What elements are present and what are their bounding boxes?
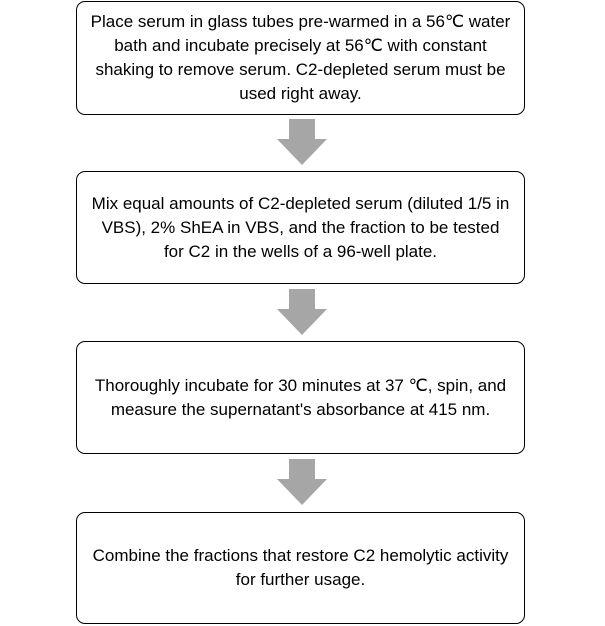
flow-step-3 <box>76 341 525 454</box>
down-arrow-icon <box>277 459 327 505</box>
flow-step-4 <box>76 512 525 624</box>
flow-step-4-text: Combine the fractions that restore C2 hemolytic activity for further usage. <box>92 546 509 589</box>
flow-step-3-text: Thoroughly incubate for 30 minutes at 37 ℃, spin, and measure the supernatant's absorbance at 415 nm. <box>94 375 507 419</box>
down-arrow-icon <box>277 289 327 335</box>
flow-step-2 <box>76 171 525 284</box>
flow-step-1 <box>76 1 525 115</box>
flow-step-1-text: Place serum in glass tubes pre-warmed in a 56℃ water bath and incubate precisely at 56℃ with constant shaking to remove serum. C2-depleted serum must be used right away. <box>90 12 511 103</box>
flow-step-2-text: Mix equal amounts of C2-depleted serum (diluted 1/5 in VBS), 2% ShEA in VBS, and the fraction to be tested for C2 in the wells of a 96-well plate. <box>91 193 510 261</box>
down-arrow-icon <box>277 119 327 165</box>
